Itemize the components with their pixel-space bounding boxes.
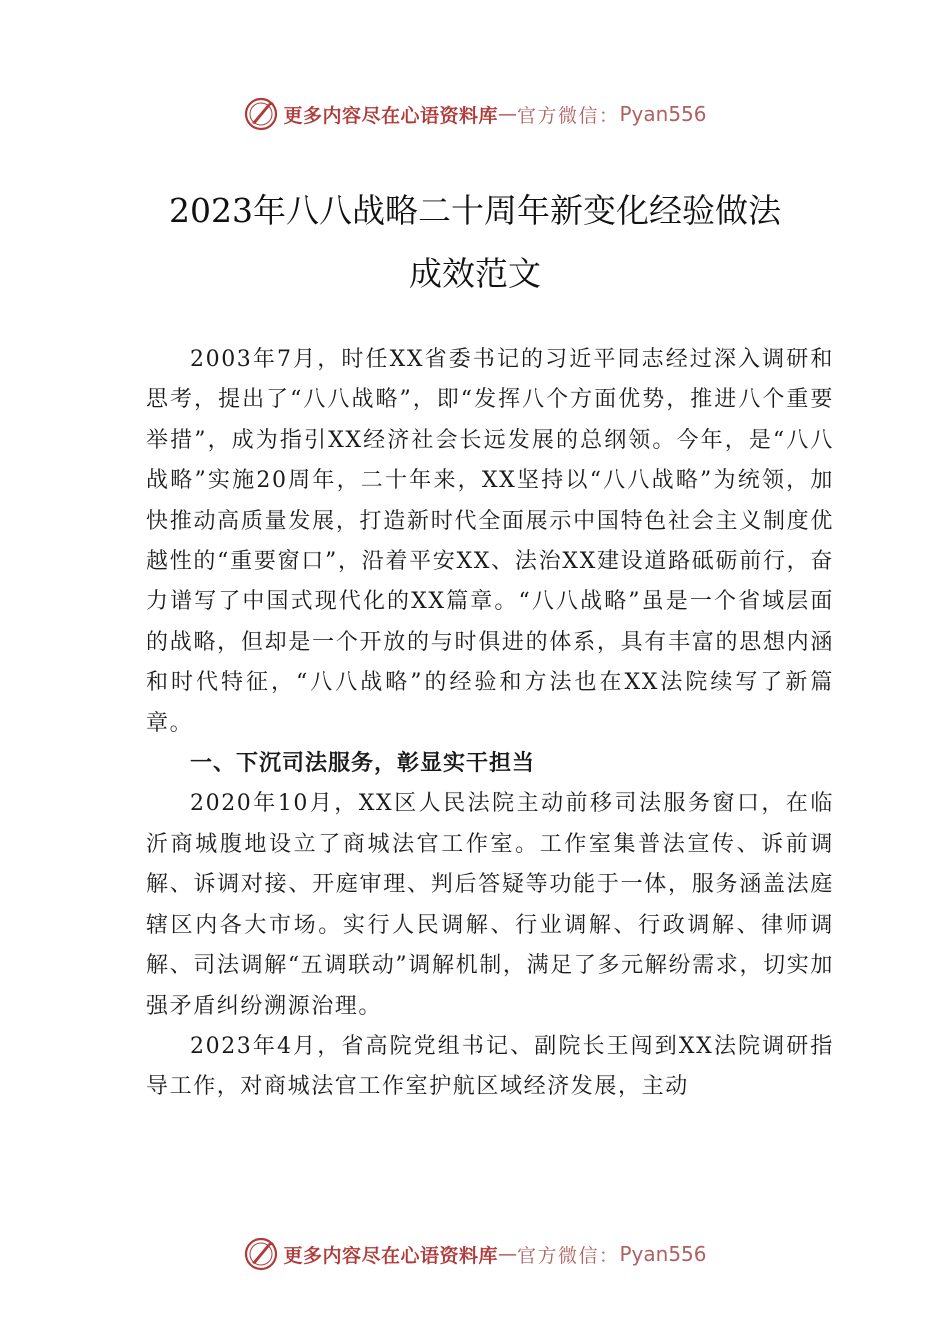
- document-body: [146, 340, 834, 1108]
- wechat-label: 官方微信：: [516, 104, 620, 127]
- watermark-text: 更多内容尽在心语资料库: [283, 1244, 498, 1267]
- watermark-separator: —: [497, 1243, 517, 1265]
- quill-seal-logo-icon: [243, 1236, 279, 1272]
- watermark-text: 更多内容尽在心语资料库: [283, 104, 498, 127]
- document-title-line2: 成效范文: [409, 254, 541, 293]
- section-heading-1: 一、下沉司法服务，彰显实干担当: [190, 751, 536, 777]
- header-watermark: [0, 94, 950, 134]
- footer-watermark: [0, 1234, 950, 1274]
- wechat-id: Pyan556: [619, 102, 707, 126]
- wechat-id: Pyan556: [619, 1242, 707, 1266]
- watermark-separator: —: [497, 103, 517, 125]
- paragraph-section1: 2020年10月，XX区人民法院主动前移司法服务窗口，在临沂商城腹地设立了商城法官工作室。工作室集普法宣传、诉前调解、诉调对接、开庭审理、判后答疑等功能于一体，服务涵盖法庭辖区内各大市场。实行人民调解、行业调解、行政调解、律师调解、司法调解“五调联动”调解机制，满足了多元解纷需求，切实加强矛盾纠纷溯源治理。: [146, 791, 834, 1019]
- paragraph-section1-cont: 2023年4月，省高院党组书记、副院长王闯到XX法院调研指导工作，对商城法官工作室护航区域经济发展，主动: [146, 1033, 834, 1100]
- quill-seal-logo-icon: [243, 96, 279, 132]
- document-title-line1: 2023年八八战略二十周年新变化经验做法: [169, 191, 781, 230]
- wechat-label: 官方微信：: [516, 1244, 620, 1267]
- paragraph-intro: 2003年7月，时任XX省委书记的习近平同志经过深入调研和思考，提出了“八八战略”，即“发挥八个方面优势，推进八个重要举措”，成为指引XX经济社会长远发展的总纲领。今年，是“八八战略”实施20周年，二十年来，XX坚持以“八八战略”为统领，加快推动高质量发展，打造新时代全面展示中国特色社会主义制度优越性的“重要窗口”，沿着平安XX、法治XX建设道路砥砺前行，奋力谱写了中国式现代化的XX篇章。“八八战略”虽是一个省域层面的战略，但却是一个开放的与时俱进的体系，具有丰富的思想内涵和时代特征，“八八战略”的经验和方法也在XX法院续写了新篇章。: [146, 347, 834, 736]
